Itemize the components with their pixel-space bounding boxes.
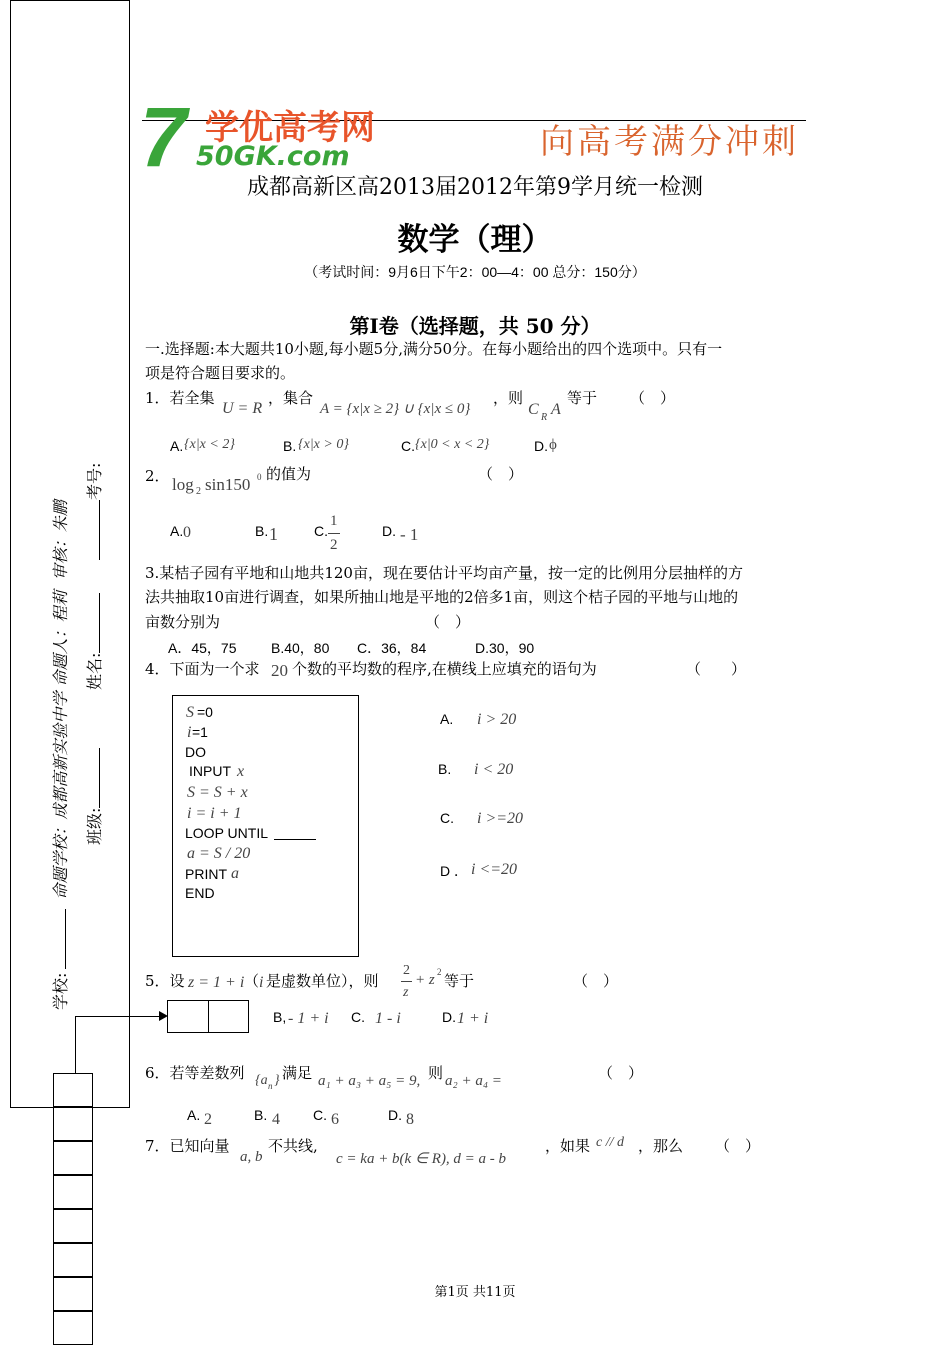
q1-math-u: U = R [222, 400, 263, 417]
q1-bracket: （ ） [630, 389, 676, 407]
q6-opt-b-label: B. [254, 1107, 268, 1123]
q1-opt-c: {x|0 < x < 2} [415, 437, 490, 452]
q5-frac-num: 2 [403, 963, 410, 978]
grid-cell [53, 1107, 93, 1141]
q6-text-c: 则 [428, 1064, 444, 1082]
q5-text-b: （ [244, 972, 260, 990]
q2-opt-a: 0 [183, 524, 191, 541]
q4-opt-b-label: B. [438, 761, 452, 777]
grid-cell [53, 1311, 93, 1345]
q4-opt-a: i > 20 [477, 711, 517, 728]
prog-l1-rest: =0 [197, 704, 213, 720]
intro-line-2: 项是符合题目要求的。 [145, 364, 296, 382]
q5-opt-d: 1 + i [457, 1010, 489, 1027]
exam-info: （考试时间：9月6日下午2：00—4：00 总分：150分） [304, 264, 646, 280]
q6-opt-d-label: D. [388, 1107, 402, 1123]
q1-text-c: ，则 [493, 389, 524, 407]
q1-opt-c-label: C. [401, 438, 415, 454]
q6-opt-a: 2 [204, 1111, 212, 1128]
q3-opt-b: B.40，80 [271, 640, 330, 656]
class-label: 班级: [85, 807, 104, 845]
prog-l3: DO [185, 744, 206, 760]
composing-school: 命题学校：成都高新实验中学 [51, 691, 70, 900]
q4-opt-b: i < 20 [474, 761, 514, 778]
q6-bracket: （ ） [598, 1064, 644, 1082]
prog-l2-var: i [187, 724, 192, 741]
q3-opt-a: A．45，75 [168, 640, 237, 656]
exam-no-label: 考号: [85, 462, 104, 500]
binding-info [48, 500, 71, 1010]
q6-math-eq: a₁ + a₃ + a₅ = 9, [318, 1073, 421, 1089]
q1-opt-d-label: D. [534, 438, 548, 454]
subject-title: 数学（理） [397, 222, 553, 258]
section-title: 第Ⅰ卷（选择题，共 50 分） [349, 314, 601, 338]
q6-math-ask: a₂ + a₄ = [445, 1073, 502, 1089]
q6-opt-c-label: C. [313, 1107, 327, 1123]
exam-no-label-group [82, 463, 105, 560]
exam-title: 成都高新区高2013届2012年第9学月统一检测 [247, 175, 703, 200]
prog-l8: a = S / 20 [187, 845, 251, 862]
class-label-group [82, 748, 105, 845]
q5-text-a: 5．设 [145, 972, 185, 990]
q1-math-c2: A [551, 401, 561, 418]
q6-opt-b: 4 [272, 1111, 280, 1128]
q2-opt-a-label: A. [170, 523, 184, 539]
q3-bracket: （ ） [425, 613, 471, 631]
logo-text-cn: 学优高考网 [205, 108, 375, 148]
grid-cell [53, 1175, 93, 1209]
q6-text-b: 满足 [282, 1064, 313, 1082]
grid-cell [53, 1073, 93, 1107]
q1-text-d: 等于 [567, 389, 598, 407]
q6-math-seq-sub: n [268, 1081, 273, 1091]
q3-line-2: 法共抽取10亩进行调查，如果所抽山地是平地的2倍多1亩，则这个桔子园的平地与山地的 [145, 588, 739, 606]
q2-opt-c-den: 2 [330, 537, 338, 553]
q4-opt-d: i <=20 [471, 861, 518, 878]
q5-text-c: 是虚数单位），则 [266, 972, 379, 990]
q4-text-b: 个数的平均数的程序,在横线上应填充的语句为 [292, 660, 597, 678]
q2-math-deg: 0 [257, 472, 262, 482]
q3-opt-d: D.30，90 [475, 640, 535, 656]
grid-cell [53, 1209, 93, 1243]
answer-box-divider [208, 1000, 209, 1033]
q2-opt-b: 1 [269, 524, 278, 544]
q2-opt-d: - 1 [400, 525, 419, 544]
q3-line-1: 3.某桔子园有平地和山地共120亩，现在要估计平均亩产量，按一定的比例用分层抽样的方 [145, 564, 743, 582]
q1-opt-b: {x|x > 0} [298, 437, 349, 452]
arrow-connector [75, 1016, 163, 1017]
q7-text-a: 7．已知向量 [145, 1137, 230, 1155]
q5-fraction-bar [401, 981, 412, 982]
q5-opt-c-label: C. [351, 1009, 365, 1025]
prog-l2-rest: =1 [192, 724, 208, 740]
q5-math-z: z = 1 + i [188, 974, 245, 991]
q7-math-ab: a, b [240, 1149, 263, 1165]
q2-fraction-bar [328, 533, 340, 534]
q1-math-c: C [528, 401, 539, 418]
q2-math-base: 2 [196, 486, 201, 497]
prog-l9-var: a [231, 865, 239, 882]
q7-text-b: 不共线, [268, 1137, 318, 1155]
logo-text-en: 50GK.com [196, 141, 350, 172]
arrow-connector [75, 1016, 76, 1073]
q6-math-seq-end: } [274, 1073, 280, 1088]
q2-bracket: （ ） [478, 465, 524, 483]
q3-line-3: 亩数分别为 [145, 613, 221, 631]
prog-l4-var: x [237, 763, 245, 780]
q5-frac-den: z [403, 985, 409, 1000]
q2-math-arg: sin150 [205, 475, 251, 494]
prog-l10: END [185, 885, 215, 901]
q7-text-d: ，那么 [638, 1137, 684, 1155]
q1-math-sub: R [541, 412, 548, 423]
q6-opt-c: 6 [331, 1111, 339, 1128]
q7-bracket: （ ） [715, 1137, 761, 1155]
q1-text-b: ，集合 [268, 389, 314, 407]
q1-text-a: 1．若全集 [145, 389, 215, 407]
school-label: 学校: [51, 972, 70, 1010]
q4-opt-c-label: C. [440, 810, 454, 826]
q1-opt-b-label: B. [283, 438, 297, 454]
q5-opt-c: 1 - i [375, 1010, 401, 1027]
q5-opt-b-label: B, [273, 1009, 287, 1025]
q2-text: 的值为 [266, 465, 312, 483]
q4-opt-c: i >=20 [477, 810, 524, 827]
q4-bracket: （ ） [686, 660, 747, 678]
prog-l7: LOOP UNTIL [185, 825, 268, 841]
q5-math-tail: + z [415, 972, 435, 988]
q1-math-a: A = {x|x ≥ 2} ∪ {x|x ≤ 0} [320, 401, 471, 417]
q7-math-c: c = ka + b(k ∈ R), d = a - b [336, 1151, 507, 1167]
q4-text-a: 4．下面为一个求 [145, 660, 260, 678]
name-label-group [82, 593, 105, 690]
q7-math-cd: c // d [596, 1135, 624, 1150]
prog-l5: S = S + x [187, 784, 248, 801]
q6-text-a: 6．若等差数列 [145, 1064, 245, 1082]
q2-opt-c-num: 1 [330, 513, 338, 529]
q4-opt-d-label: D ． [440, 863, 468, 879]
q2-math-log: log [172, 475, 194, 494]
q2-opt-c-label: C. [314, 523, 328, 539]
q5-opt-d-label: D. [442, 1009, 456, 1025]
prog-l1-var: S [186, 704, 194, 721]
grid-cell [53, 1243, 93, 1277]
name-label: 姓名: [85, 652, 104, 690]
q3-opt-c: C．36，84 [357, 640, 427, 656]
q7-text-c: ，如果 [545, 1137, 591, 1155]
logo-mark: 7 [140, 90, 187, 184]
reviewer: 审核：朱鹏 [51, 500, 70, 581]
q4-math-n: 20 [271, 661, 288, 680]
q5-math-sq: 2 [437, 967, 442, 977]
prog-l6: i = i + 1 [187, 805, 242, 822]
q6-opt-a-label: A. [187, 1107, 201, 1123]
q2-opt-d-label: D. [382, 523, 396, 539]
q1-opt-a: {x|x < 2} [184, 437, 235, 452]
prog-l4: INPUT [189, 763, 231, 779]
q5-opt-b: - 1 + i [288, 1010, 329, 1027]
q6-opt-d: 8 [406, 1111, 414, 1128]
intro-line-1: 一.选择题:本大题共10小题,每小题5分,满分50分。在每小题给出的四个选项中。只有一 [145, 340, 723, 358]
grid-cell [53, 1141, 93, 1175]
q4-opt-a-label: A. [440, 711, 454, 727]
q1-opt-a-label: A. [170, 438, 184, 454]
q1-opt-d: ϕ [549, 437, 557, 453]
q2-opt-b-label: B. [255, 523, 269, 539]
slogan: 向高考满分冲刺 [540, 122, 799, 162]
q5-text-d: 等于 [444, 972, 475, 990]
q2-num: 2． [145, 467, 170, 485]
q5-math-i: i [259, 974, 264, 991]
page-footer: 第1页 共11页 [434, 1285, 516, 1300]
prog-l9: PRINT [185, 866, 227, 882]
q6-math-seq: {a [255, 1073, 268, 1088]
composer: 命题人：程莉 [51, 590, 70, 687]
q5-bracket: （ ） [573, 972, 619, 990]
prog-blank-line [274, 839, 316, 840]
